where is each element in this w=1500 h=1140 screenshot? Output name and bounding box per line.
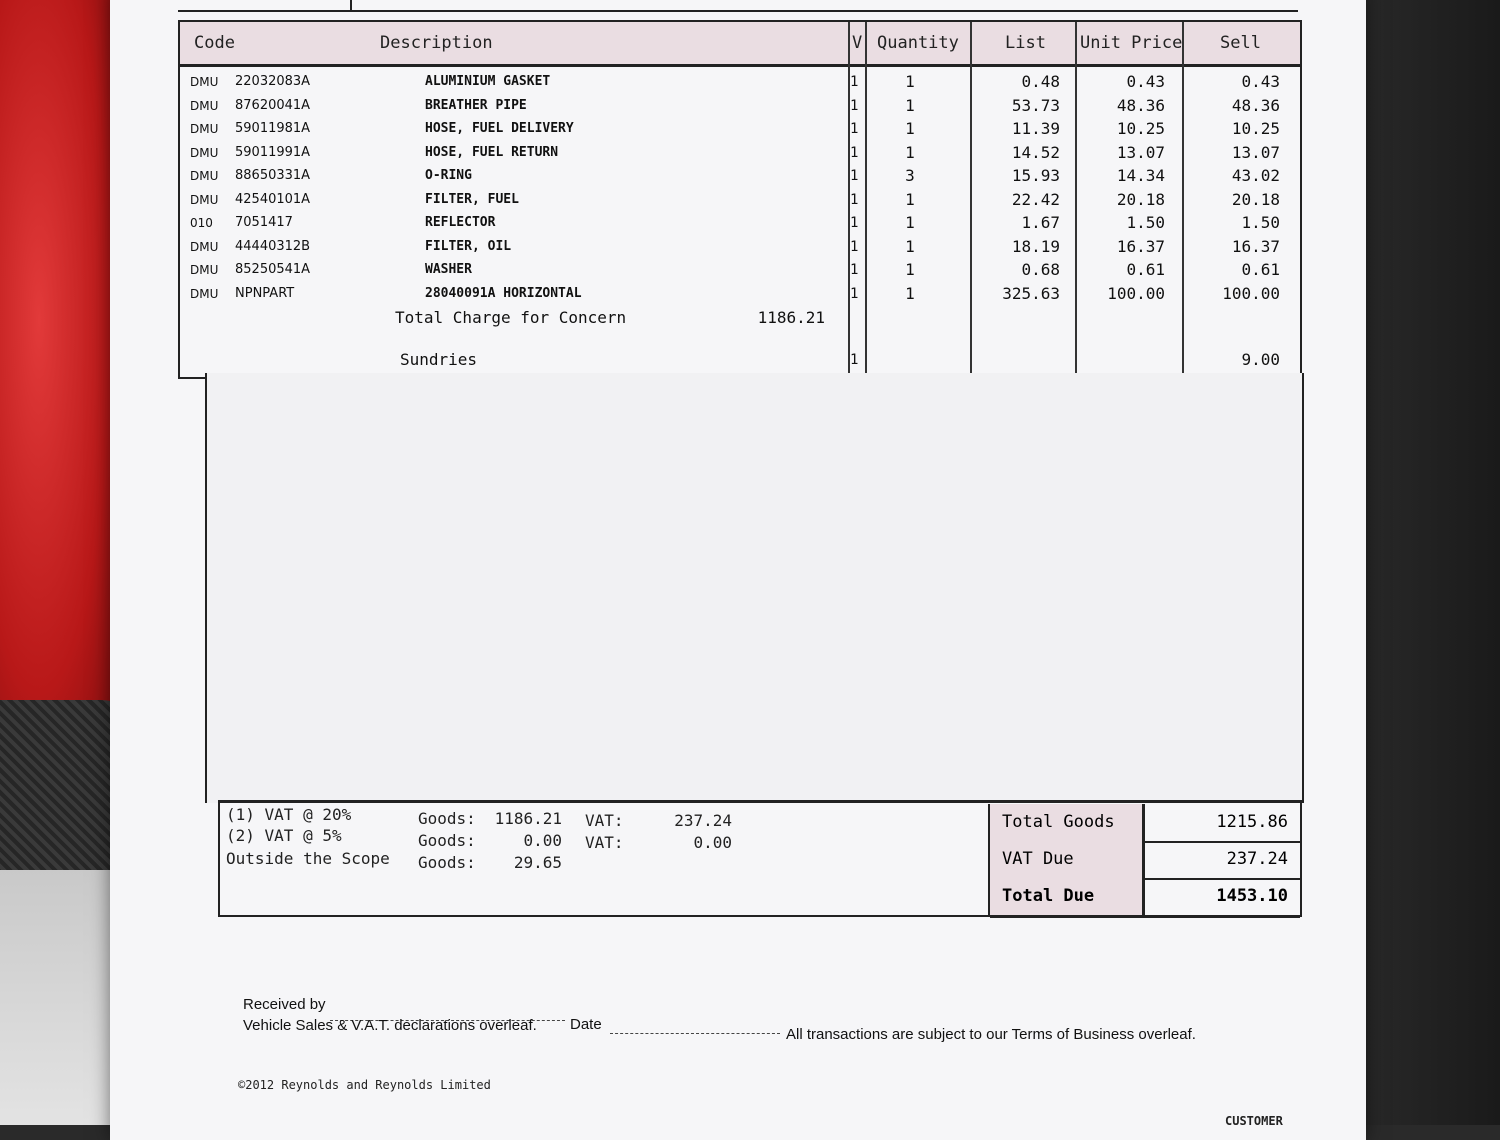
row-part-number: NPNPART [235,285,295,301]
row-quantity: 1 [905,142,915,162]
row-part-number: 42540101A [235,191,311,207]
table-row [180,258,1300,282]
row-quantity: 1 [905,260,915,279]
vat-label: VAT: [585,833,624,852]
row-v: 1 [850,191,859,208]
total-due-value: 1453.10 [1216,886,1288,906]
table-row [180,188,1300,212]
total-due-label: Total Due [990,878,1145,915]
row-quantity: 1 [905,189,915,209]
vat-due-label: VAT Due [990,841,1145,878]
total-goods-label: Total Goods [990,804,1145,841]
date-line [610,1033,780,1034]
vat-due-row [990,841,1300,880]
row-list-price: 325.63 [1002,283,1060,303]
row-unit-price: 20.18 [1116,189,1165,209]
row-v: 1 [850,168,859,184]
row-sell-price: 0.61 [1241,260,1280,279]
row-code: DMU [190,263,219,277]
row-unit-price: 1.50 [1126,213,1165,232]
row-code: DMU [190,169,219,183]
copyright-notice: ©2012 Reynolds and Reynolds Limited [238,1078,491,1092]
row-code: DMU [190,75,219,89]
table-row [180,235,1300,259]
goods-label: Goods: [418,831,476,850]
vat-value-1: 237.24 [674,811,732,830]
table-row [180,117,1300,141]
sundries-label: Sundries [400,350,478,369]
row-v: 1 [850,215,859,231]
row-unit-price: 10.25 [1116,119,1165,138]
row-sell-price: 20.18 [1231,189,1280,209]
row-v: 1 [850,238,859,255]
row-description: FILTER, OIL [425,238,512,254]
row-v: 1 [850,121,859,137]
row-description: HOSE, FUEL DELIVERY [425,121,574,136]
goods-value-2: 0.00 [523,831,562,850]
row-list-price: 15.93 [1011,166,1060,185]
row-list-price: 0.48 [1021,72,1060,91]
row-code: DMU [190,145,219,160]
row-quantity: 3 [905,166,915,185]
row-description: WASHER [425,262,472,277]
row-quantity: 1 [905,72,915,91]
row-description: FILTER, FUEL [425,191,519,207]
row-unit-price: 0.61 [1126,260,1165,279]
row-list-price: 53.73 [1011,95,1060,115]
header-v: V [852,33,863,53]
goods-value-3: 29.65 [513,853,562,872]
vat-due-value: 237.24 [1226,849,1288,869]
vehicle-sales-note: Vehicle Sales & V.A.T. declarations overleaf. [243,1017,537,1034]
row-part-number: 7051417 [235,215,293,230]
row-unit-price: 13.07 [1116,142,1165,162]
header-code: Code [194,33,235,53]
row-code: DMU [190,286,219,301]
vat-line1-label: (1) VAT @ 20% [226,805,352,824]
row-code: DMU [190,192,219,207]
vat-line2-label: (2) VAT @ 5% [226,826,342,845]
header-quantity: Quantity [877,33,959,53]
blank-area [205,373,1304,803]
total-due-row [990,878,1300,918]
row-v: 1 [850,144,859,161]
sundries-sell: 9.00 [1241,350,1280,369]
row-description: 28040091A HORIZONTAL [425,285,582,301]
row-list-price: 11.39 [1011,119,1060,138]
table-row [180,164,1300,188]
row-part-number: 85250541A [235,262,311,277]
row-unit-price: 48.36 [1116,95,1165,115]
vat-value-2: 0.00 [693,833,732,852]
row-list-price: 0.68 [1021,260,1060,279]
row-description: ALUMINIUM GASKET [425,74,551,89]
sundries-v: 1 [850,352,859,368]
total-charge-row [180,306,1300,330]
row-description: HOSE, FUEL RETURN [425,144,559,160]
row-part-number: 59011981A [235,121,311,136]
row-quantity: 1 [905,213,915,232]
row-part-number: 59011991A [235,144,311,160]
row-description: REFLECTOR [425,215,496,230]
total-goods-value: 1215.86 [1216,812,1288,832]
header-sell: Sell [1220,33,1261,53]
terms-note: All transactions are subject to our Terms of Business overleaf. [786,1026,1196,1043]
row-list-price: 1.67 [1021,213,1060,232]
vat-label: VAT: [585,811,624,830]
totals-panel [988,804,1302,916]
row-part-number: 87620041A [235,97,311,113]
row-code: 010 [190,216,213,230]
row-part-number: 44440312B [235,238,311,254]
table-row [180,211,1300,235]
total-charge-label: Total Charge for Concern [395,308,627,327]
row-sell-price: 0.43 [1241,72,1280,91]
parts-table [178,20,1302,379]
table-row [180,70,1300,94]
row-sell-price: 48.36 [1231,95,1280,115]
row-description: O-RING [425,168,472,183]
goods-label: Goods: [418,853,476,872]
goods-value-1: 1186.21 [494,809,562,828]
row-sell-price: 1.50 [1241,213,1280,232]
row-code: DMU [190,122,219,136]
row-v: 1 [850,97,859,114]
top-border-strip [178,0,1298,12]
row-sell-price: 16.37 [1231,236,1280,256]
row-unit-price: 100.00 [1107,283,1165,303]
row-list-price: 18.19 [1011,236,1060,256]
total-goods-row [990,804,1300,843]
goods-label: Goods: [418,809,476,828]
row-part-number: 88650331A [235,168,311,183]
row-unit-price: 14.34 [1116,166,1165,185]
row-part-number: 22032083A [235,74,311,89]
vat-line3-label: Outside the Scope [226,849,390,868]
row-list-price: 22.42 [1011,189,1060,209]
received-by-label: Received by [243,996,326,1013]
customer-copy-label: CUSTOMER [1225,1114,1283,1128]
row-code: DMU [190,98,219,113]
total-charge-value: 1186.21 [757,308,825,327]
row-sell-price: 100.00 [1222,283,1280,303]
row-description: BREATHER PIPE [425,97,527,113]
date-label: Date [570,1016,602,1033]
row-quantity: 1 [905,119,915,138]
row-quantity: 1 [905,95,915,115]
row-quantity: 1 [905,236,915,256]
row-v: 1 [850,74,859,90]
sundries-row [180,348,1300,372]
row-sell-price: 13.07 [1231,142,1280,162]
table-row [180,282,1300,306]
table-row [180,141,1300,165]
header-description: Description [380,33,493,53]
row-unit-price: 16.37 [1116,236,1165,256]
table-row [180,94,1300,118]
row-v: 1 [850,285,859,302]
table-header [180,22,1300,67]
header-list: List [1005,33,1046,53]
header-unit-price: Unit Price [1080,33,1183,53]
row-unit-price: 0.43 [1126,72,1165,91]
row-list-price: 14.52 [1011,142,1060,162]
row-sell-price: 43.02 [1231,166,1280,185]
row-sell-price: 10.25 [1231,119,1280,138]
row-v: 1 [850,262,859,278]
row-code: DMU [190,239,219,254]
row-quantity: 1 [905,283,915,303]
